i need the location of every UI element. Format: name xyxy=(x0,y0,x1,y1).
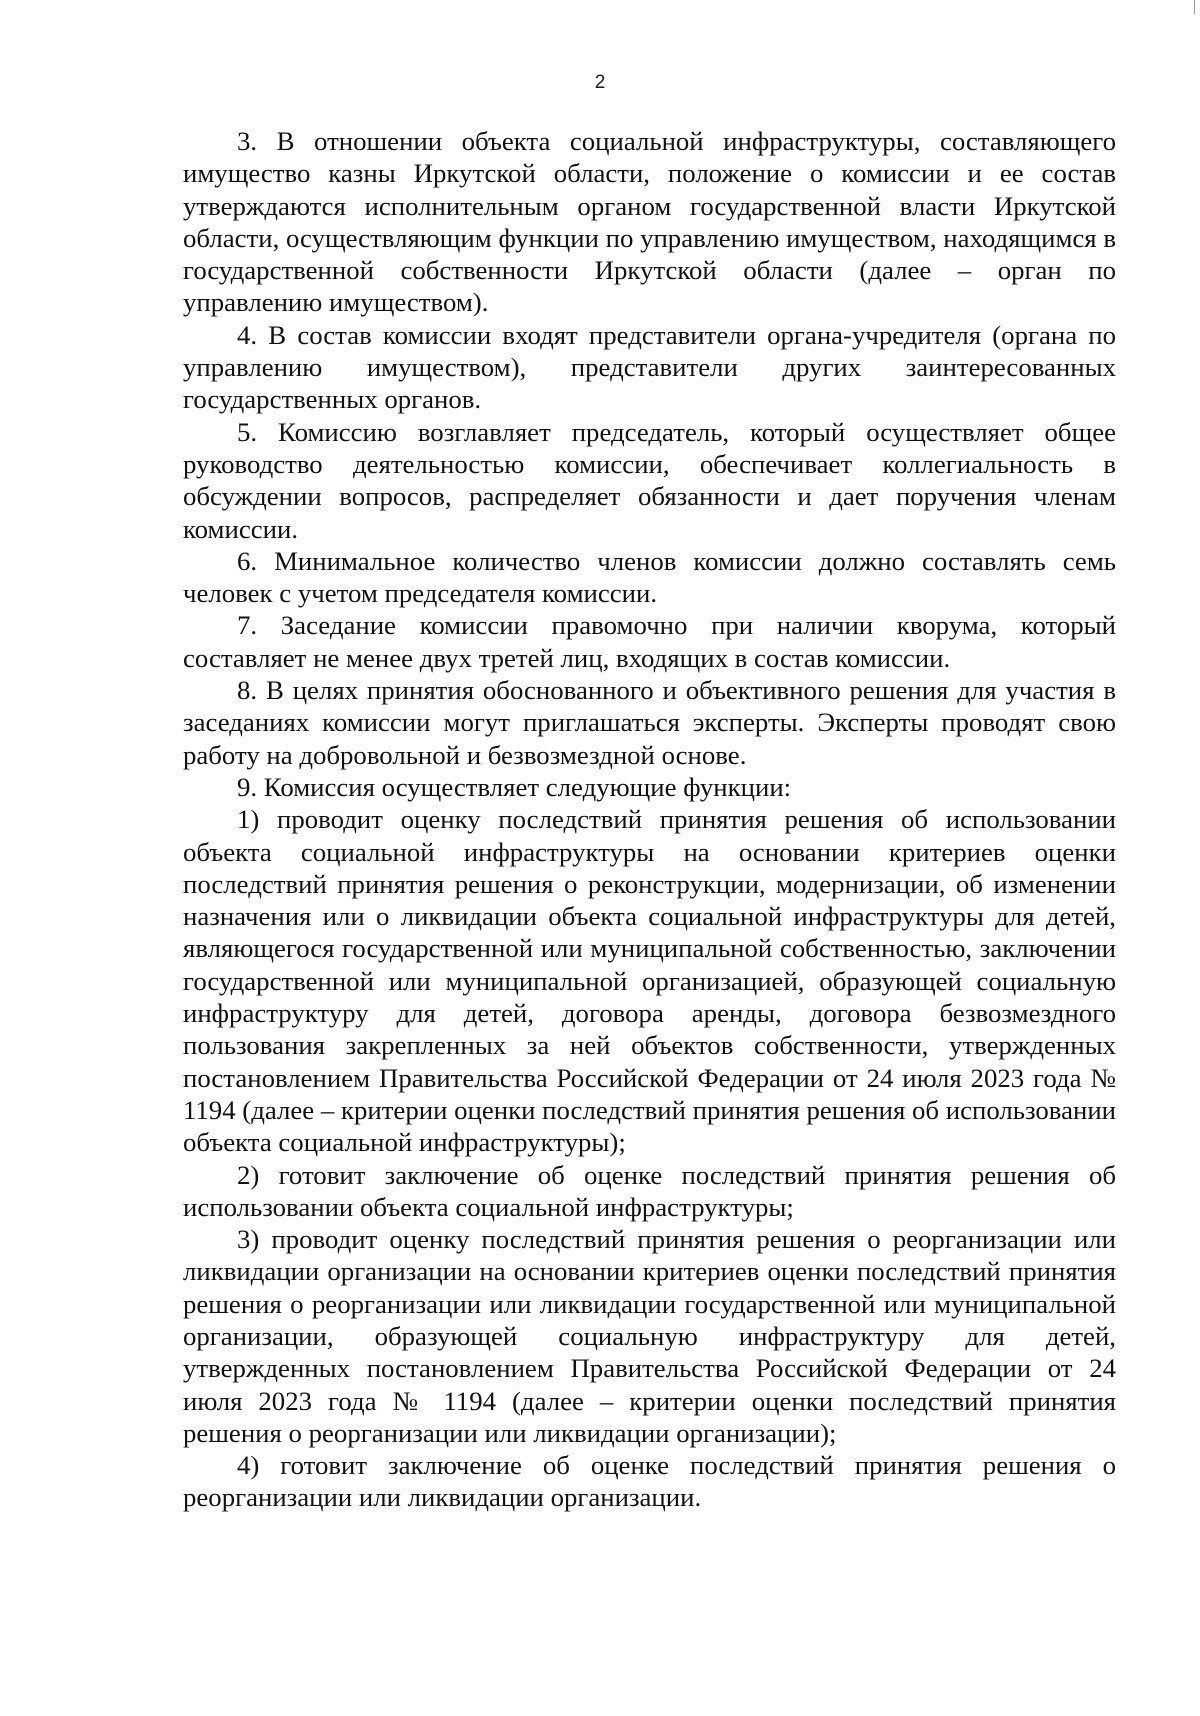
paragraph-4: 4. В состав комиссии входят представители органа-учредителя (органа по управлению имуществом), представители других заинтересованных государственных органов. xyxy=(183,319,1116,415)
subitem-2: 2) готовит заключение об оценке последствий принятия решения об использовании объекта социальной инфраструктуры; xyxy=(183,1159,1116,1222)
paragraph-5: 5. Комиссию возглавляет председатель, который осуществляет общее руководство деятельностью комиссии, обеспечивает коллегиальность в обсуждении вопросов, распределяет обязанности и дает поручения членам комиссии. xyxy=(183,416,1116,544)
paragraph-9: 9. Комиссия осуществляет следующие функции: xyxy=(237,771,792,802)
paragraph-8: 8. В целях принятия обоснованного и объективного решения для участия в заседаниях комиссии могут приглашаться эксперты. Эксперты проводят свою работу на добровольной и безвозмездной основе. xyxy=(183,675,1116,770)
paragraph-3: 3. В отношении объекта социальной инфраструктуры, составляющего имущество казны Иркутской области, положение о комиссии и ее состав утверждаются исполнительным органом государственной власти Иркутской области, осуществляющим функции по управлению имуществом, находящимся в государственной собственности Иркутской области (далее – орган по управлению имуществом). xyxy=(183,126,1116,318)
document-body xyxy=(183,125,1116,1514)
subitem-1: 1) проводит оценку последствий принятия решения об использовании объекта социальной инфраструктуры на основании критериев оценки последствий принятия решения о реконструкции, модернизации, об изменении назначения или о ликвидации объекта социальной инфраструктуры для детей, являющегося государственной или муниципальной собственностью, заключении государственной или муниципальной организацией, образующей социальную инфраструктуру для детей, договора аренды, договора безвозмездного пользования закрепленных за ней объектов собственности, утвержденных постановлением Правительства Российской Федерации от 24 июля 2023 года № 1194 (далее – критерии оценки последствий принятия решения об использовании объекта социальной инфраструктуры); xyxy=(183,804,1116,1158)
page-number: 2 xyxy=(594,72,606,93)
paragraph-7: 7. Заседание комиссии правомочно при наличии кворума, который составляет не менее двух третей лиц, входящих в состав комиссии. xyxy=(183,610,1116,673)
paragraph-6: 6. Минимальное количество членов комиссии должно составлять семь человек с учетом председателя комиссии. xyxy=(183,545,1116,609)
subitem-3: 3) проводит оценку последствий принятия решения о реорганизации или ликвидации организации на основании критериев оценки последствий принятия решения о реорганизации или ликвидации государственной или муниципальной организации, образующей социальную инфраструктуру для детей, утвержденных постановлением Правительства Российской Федерации от 24 июля 2023 года № 1194 (далее – критерии оценки последствий принятия решения о реорганизации или ликвидации организации); xyxy=(183,1224,1116,1448)
subitem-4: 4) готовит заключение об оценке последствий принятия решения о реорганизации или ликвидации организации. xyxy=(183,1450,1116,1513)
scan-edge-line xyxy=(1194,0,1195,14)
